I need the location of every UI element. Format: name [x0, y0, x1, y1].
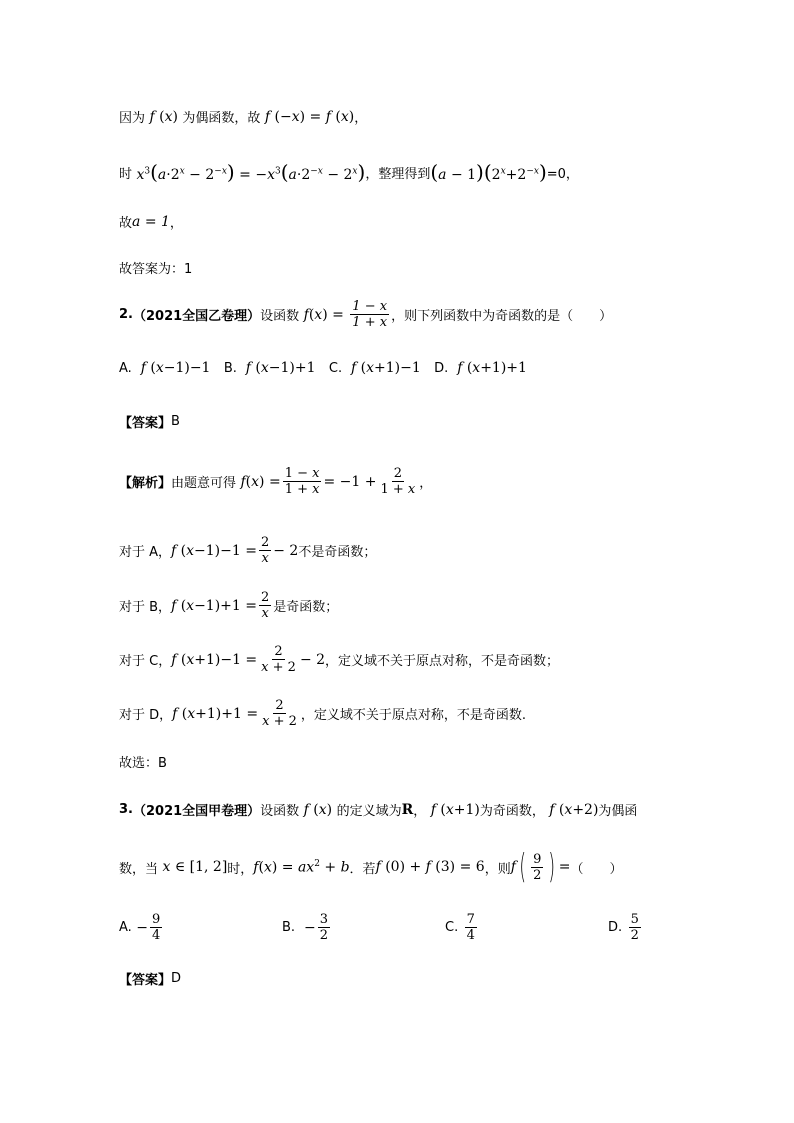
math: − 2 [273, 542, 299, 559]
text: =0， [546, 167, 579, 182]
fraction: $\frac{2}{x}$ [260, 535, 270, 566]
fraction: $\frac{1 - x}{1 + x}$ [352, 299, 388, 330]
text: 由题意可得 [171, 476, 237, 491]
text: ， [354, 111, 368, 126]
fraction: $\frac{2}{x + 2}$ [262, 698, 297, 729]
solution-c [119, 644, 559, 675]
answer-value: B [171, 414, 180, 429]
math: f (x+1)+1 = [172, 705, 259, 722]
fraction: $\frac{2}{x}$ [261, 590, 270, 621]
math: f(x) = [240, 473, 281, 490]
answer-2 [119, 412, 180, 431]
solution-label: 【解析】 [119, 476, 172, 491]
text: （ ） [570, 861, 623, 877]
math: f (x−1)−1 = [171, 542, 257, 559]
fraction: $\frac{9}{2}$ [533, 851, 542, 883]
math: $f(x) = ax^2 + b$ [253, 858, 350, 876]
text: ，则下列函数中为奇函数的是（ ） [391, 309, 613, 324]
fraction: $\frac{2}{1 + x}$ [380, 466, 416, 497]
text: 是奇函数； [273, 600, 339, 615]
math: f (x+2) [549, 801, 599, 818]
text: ，定义域不关于原点对称，不是奇函数； [325, 654, 560, 669]
paren: ) [548, 847, 556, 887]
math: = −1 + [323, 473, 377, 490]
option-d: D. f (x+1)+1 [434, 360, 527, 376]
math-R: R [401, 801, 414, 818]
option-a: A. − $\frac{9}{4}$ [119, 912, 161, 943]
text: 故答案为：1 [119, 262, 193, 277]
text: 设函数 [260, 804, 300, 819]
math: f (x−1)+1 = [171, 597, 257, 614]
option-d: D. $\frac{5}{2}$ [608, 912, 639, 943]
text: 的定义域为 [336, 804, 402, 819]
question-number: 2. [119, 307, 133, 322]
text: ．若 [349, 861, 376, 877]
text: ， [169, 216, 183, 231]
option-a: A. f (x−1)−1 [119, 360, 224, 376]
answer-label: 【答案】 [119, 973, 172, 988]
option-c: C. $\frac{7}{4}$ [445, 912, 475, 943]
question-3-cont [119, 847, 623, 887]
answer-value: D [171, 971, 182, 986]
question-3-options [119, 912, 659, 943]
math-factored: $(a - 1)(2^x+2^{-x})$ [430, 160, 547, 184]
solution-b [119, 590, 338, 621]
text: ，整理得到 [365, 167, 431, 182]
solution-a [119, 535, 376, 566]
question-2 [119, 299, 612, 330]
text: 因为 [119, 111, 146, 126]
text: ， [419, 476, 433, 491]
option-c: C. f (x+1)−1 [328, 360, 435, 376]
math: f (x+1) [430, 801, 480, 818]
fraction: $\frac{2}{x + 2}$ [261, 644, 296, 675]
text: 对于 B， [119, 600, 172, 615]
option-b: B. f (x−1)+1 [223, 360, 329, 376]
text: 为偶函数，故 [182, 111, 261, 126]
math-expand: $x^3(a\cdot 2^x - 2^{-x}) = -x^3(a\cdot 2^{-x} - 2^x)$ [136, 160, 366, 184]
text: ，定义域不关于原点对称，不是奇函数. [300, 708, 527, 723]
paren: ( [519, 847, 526, 887]
text: 故选：B [119, 756, 167, 771]
question-source: （2021全国乙卷理） [132, 309, 261, 324]
question-2-options [119, 360, 527, 376]
math-fx: f (x) [149, 108, 183, 125]
math: f (x+1)−1 = [171, 651, 258, 668]
text: 故 [119, 216, 133, 231]
text: 不是奇函数； [298, 545, 377, 560]
math: − 2 [299, 651, 326, 668]
math: x ∈ [1, 2] [162, 859, 228, 875]
text: ，则 [484, 861, 511, 877]
text: 时 [119, 167, 133, 182]
answer-3 [119, 969, 181, 988]
text: 为奇函数， [479, 804, 545, 819]
line-answer-1 [119, 258, 192, 277]
option-b: B. − $\frac{3}{2}$ [282, 912, 328, 943]
math: f [510, 859, 516, 875]
text: 时， [227, 861, 254, 877]
question-source: （2021全国甲卷理） [132, 804, 261, 819]
question-3 [119, 800, 637, 819]
question-number: 3. [119, 802, 133, 817]
line-even-function [119, 107, 367, 126]
line-a-equals-1 [119, 212, 183, 231]
math-even-eq: f (−x) = f (x) [264, 108, 355, 125]
line-simplify [119, 162, 579, 183]
math-fx-def: f(x) = [303, 306, 349, 323]
text: 为偶函 [598, 804, 638, 819]
text: 对于 A， [119, 545, 172, 560]
text: 对于 C， [119, 654, 172, 669]
fraction: $\frac{1 - x}{1 + x}$ [284, 466, 320, 497]
math: f (0) + f (3) = 6 [375, 859, 485, 875]
solution-d [119, 698, 526, 729]
text: 数，当 [119, 861, 159, 877]
math-a: a = 1 [132, 213, 170, 230]
math: = [558, 859, 571, 875]
text: 对于 D， [119, 708, 173, 723]
text: ， [413, 804, 427, 819]
answer-label: 【答案】 [119, 416, 172, 431]
selection-2 [119, 752, 167, 771]
text: 设函数 [260, 309, 300, 324]
solution-2 [119, 466, 432, 497]
math: f (x) [303, 801, 337, 818]
